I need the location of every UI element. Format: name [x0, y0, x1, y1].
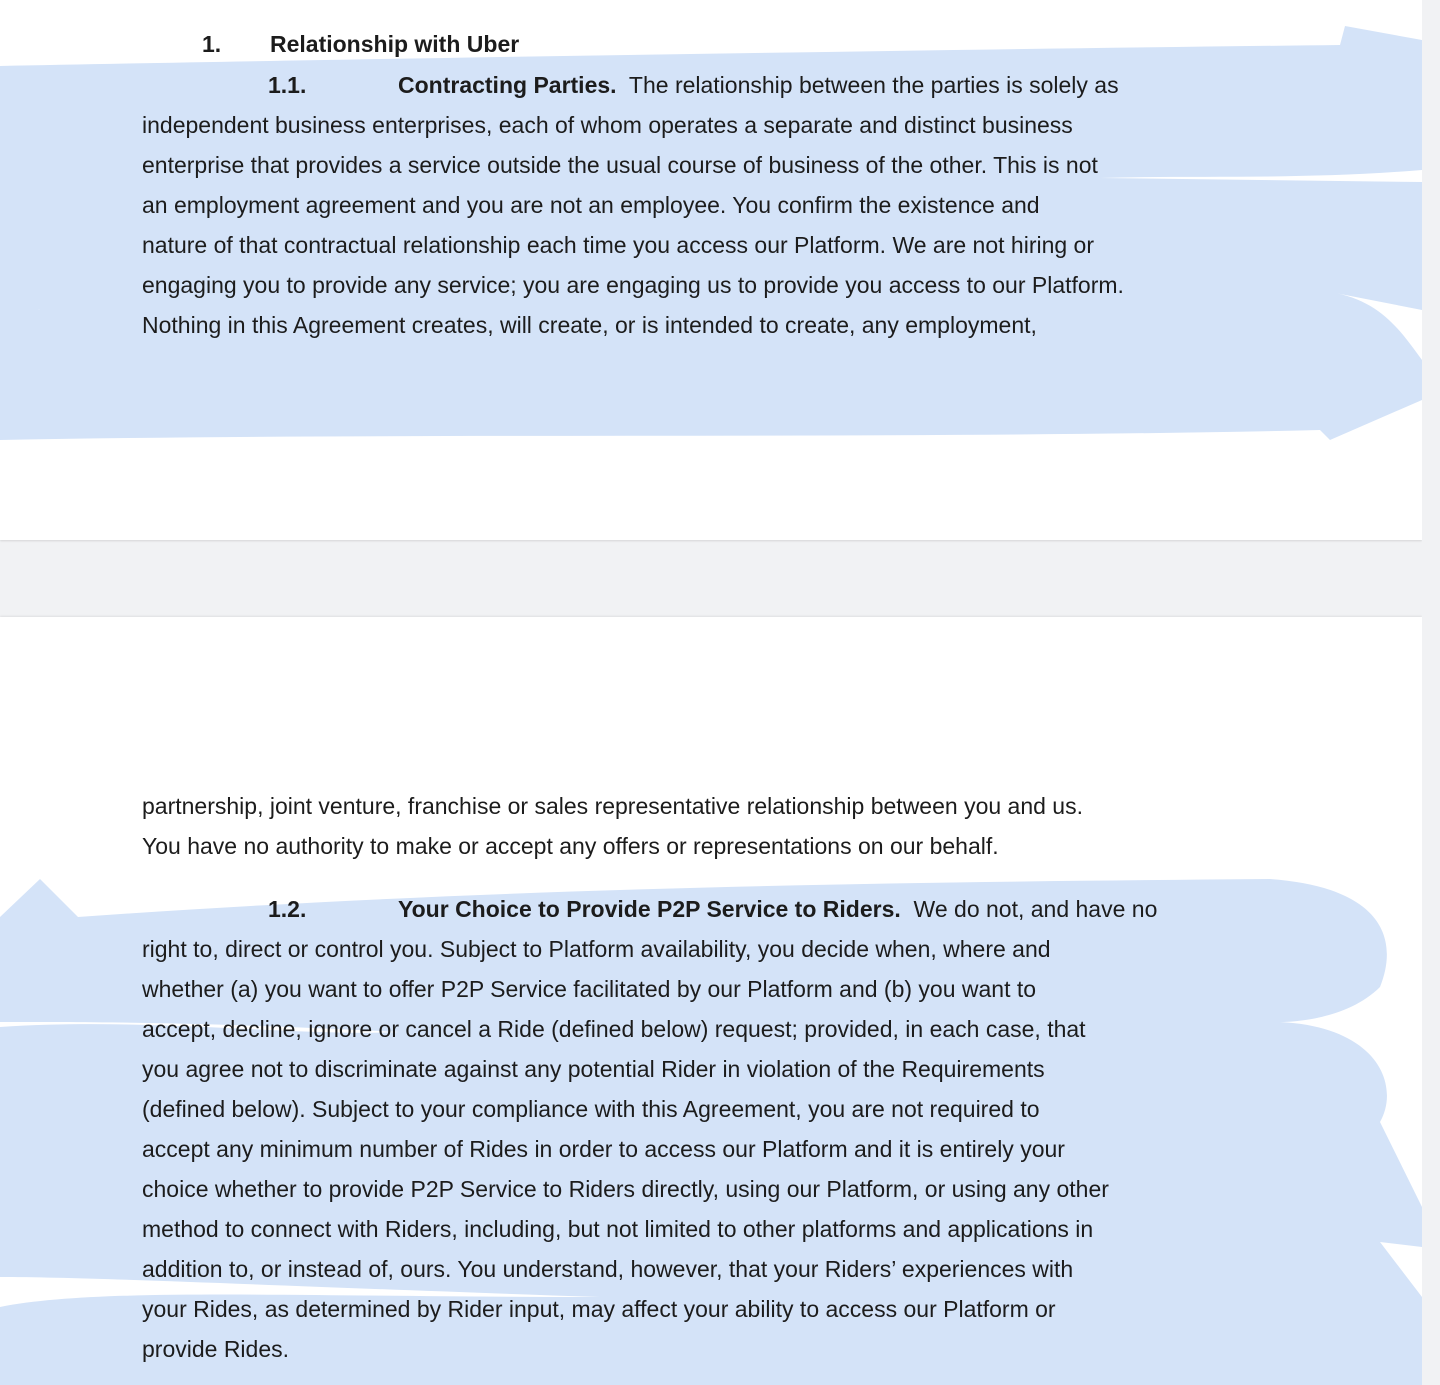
clause-heading: Your Choice to Provide P2P Service to Riders.: [398, 896, 901, 922]
text-line: method to connect with Riders, including, but not limited to other platforms and applications in: [142, 1216, 1094, 1242]
clause-first-line: [398, 889, 1157, 929]
section-number: 1.: [202, 31, 222, 57]
text-line: accept, decline, ignore or cancel a Ride (defined below) request; provided, in each case, that: [142, 1016, 1086, 1042]
clause-number: 1.1.: [268, 72, 307, 98]
text-line: addition to, or instead of, ours. You understand, however, that your Riders’ experiences with: [142, 1256, 1074, 1282]
clause-text: The relationship between the parties is solely as: [628, 72, 1119, 98]
text-line: Nothing in this Agreement creates, will create, or is intended to create, any employment,: [142, 312, 1037, 338]
text-line: right to, direct or control you. Subject to Platform availability, you decide when, where and: [142, 936, 1051, 962]
text-line: nature of that contractual relationship each time you access our Platform. We are not hiring or: [142, 232, 1095, 258]
text-line: partnership, joint venture, franchise or sales representative relationship between you and us.: [142, 793, 1083, 819]
text-line: your Rides, as determined by Rider input, may affect your ability to access our Platform or: [142, 1296, 1056, 1322]
text-line: you agree not to discriminate against any potential Rider in violation of the Requirements: [142, 1056, 1045, 1082]
text-line: enterprise that provides a service outside the usual course of business of the other. This is not: [142, 152, 1098, 178]
clause-first-line: [398, 65, 1119, 105]
clause-text: We do not, and have no: [913, 896, 1158, 922]
text-line: engaging you to provide any service; you are engaging us to provide you access to our Platform.: [142, 272, 1124, 298]
text-line: independent business enterprises, each of whom operates a separate and distinct business: [142, 112, 1073, 138]
text-line: choice whether to provide P2P Service to Riders directly, using our Platform, or using any other: [142, 1176, 1109, 1202]
text-line: an employment agreement and you are not an employee. You confirm the existence and: [142, 192, 1040, 218]
clause-heading: Contracting Parties.: [398, 72, 617, 98]
scrollbar-track[interactable]: [1422, 0, 1440, 1385]
section-title: Relationship with Uber: [270, 31, 520, 57]
clause-number: 1.2.: [268, 896, 307, 922]
document-page-1: [0, 0, 1422, 540]
text-line: You have no authority to make or accept any offers or representations on our behalf.: [142, 833, 999, 859]
text-line: accept any minimum number of Rides in order to access our Platform and it is entirely your: [142, 1136, 1065, 1162]
text-line: whether (a) you want to offer P2P Service facilitated by our Platform and (b) you want to: [142, 976, 1037, 1002]
text-line: provide Rides.: [142, 1336, 290, 1362]
text-line: (defined below). Subject to your compliance with this Agreement, you are not required to: [142, 1096, 1040, 1122]
document-page-2: [0, 617, 1422, 1385]
